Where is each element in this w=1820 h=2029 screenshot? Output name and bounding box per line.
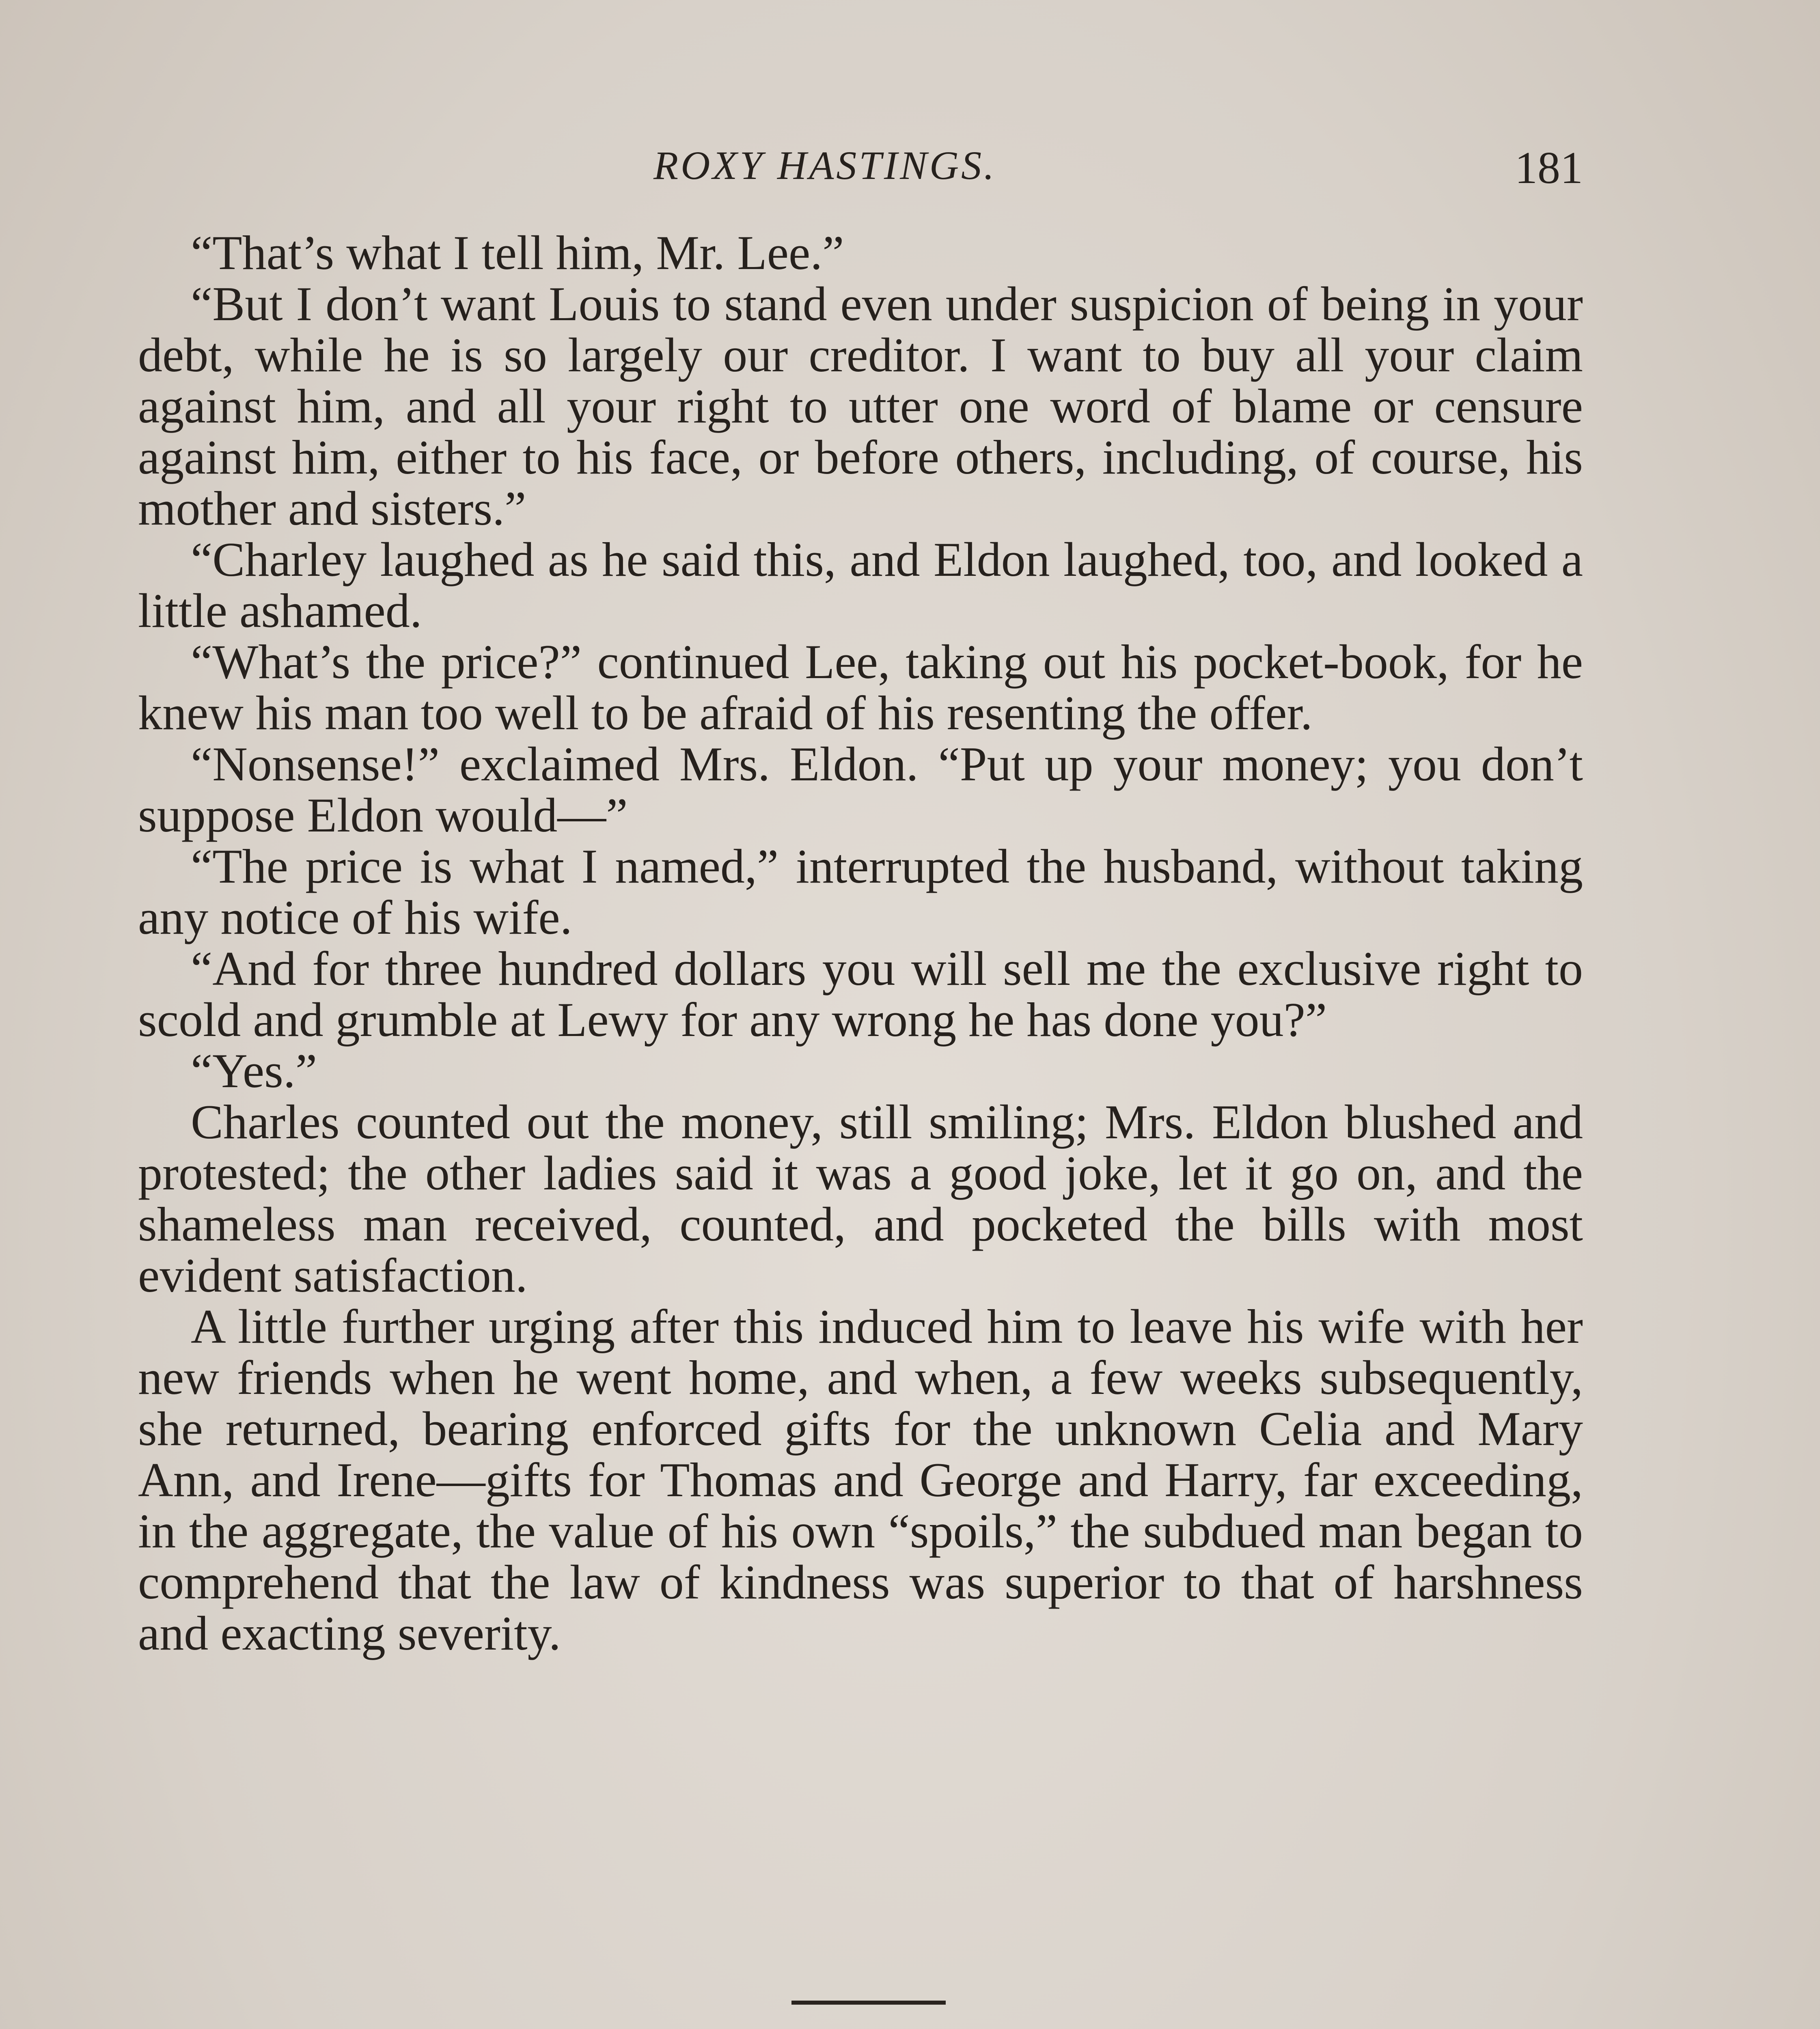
- section-divider: [791, 2001, 946, 2005]
- paragraph: “But I don’t want Louis to stand even under suspicion of being in your debt, while he is so largely our creditor. I want to buy all your claim against him, and all your right to utter one word of blame or censure against him, either to his face, or before others, including, of course, his mother and sisters.”: [138, 277, 1583, 535]
- page-header: [138, 134, 1583, 199]
- paragraph: “The price is what I named,” interrupted the husband, without taking any notice of his wife.: [138, 839, 1583, 944]
- paragraph: “Charley laughed as he said this, and Eldon laughed, too, and looked a little ashamed.: [138, 532, 1583, 638]
- body-text: [138, 227, 1583, 1659]
- page-number: 181: [1515, 143, 1583, 193]
- paragraph: Charles counted out the money, still smiling; Mrs. Eldon blushed and protested; the other ladies said it was a good joke, let it go on, and the shameless man received, counted, and pocketed the bills with most evident satisfaction.: [138, 1095, 1583, 1302]
- paragraph: “What’s the price?” continued Lee, taking out his pocket-book, for he knew his man too well to be afraid of his resenting the offer.: [138, 635, 1583, 740]
- paragraph: “Nonsense!” exclaimed Mrs. Eldon. “Put up your money; you don’t suppose Eldon would—”: [138, 737, 1583, 842]
- paragraph: “That’s what I tell him, Mr. Lee.”: [191, 226, 844, 280]
- paragraph: “Yes.”: [191, 1044, 317, 1098]
- running-head: ROXY HASTINGS.: [653, 143, 997, 188]
- paragraph: A little further urging after this induced him to leave his wife with her new friends when he went home, and when, a few weeks subsequently, she returned, bearing enforced gifts for the unknown Celia and Mary Ann, and Irene—gifts for Thomas and George and Harry, far exceeding, in the aggregate, the value of his own “spoils,” the subdued man began to comprehend that the law of kindness was superior to that of harshness and exacting severity.: [138, 1299, 1583, 1660]
- paragraph: “And for three hundred dollars you will sell me the exclusive right to scold and grumble at Lewy for any wrong he has done you?”: [138, 941, 1583, 1047]
